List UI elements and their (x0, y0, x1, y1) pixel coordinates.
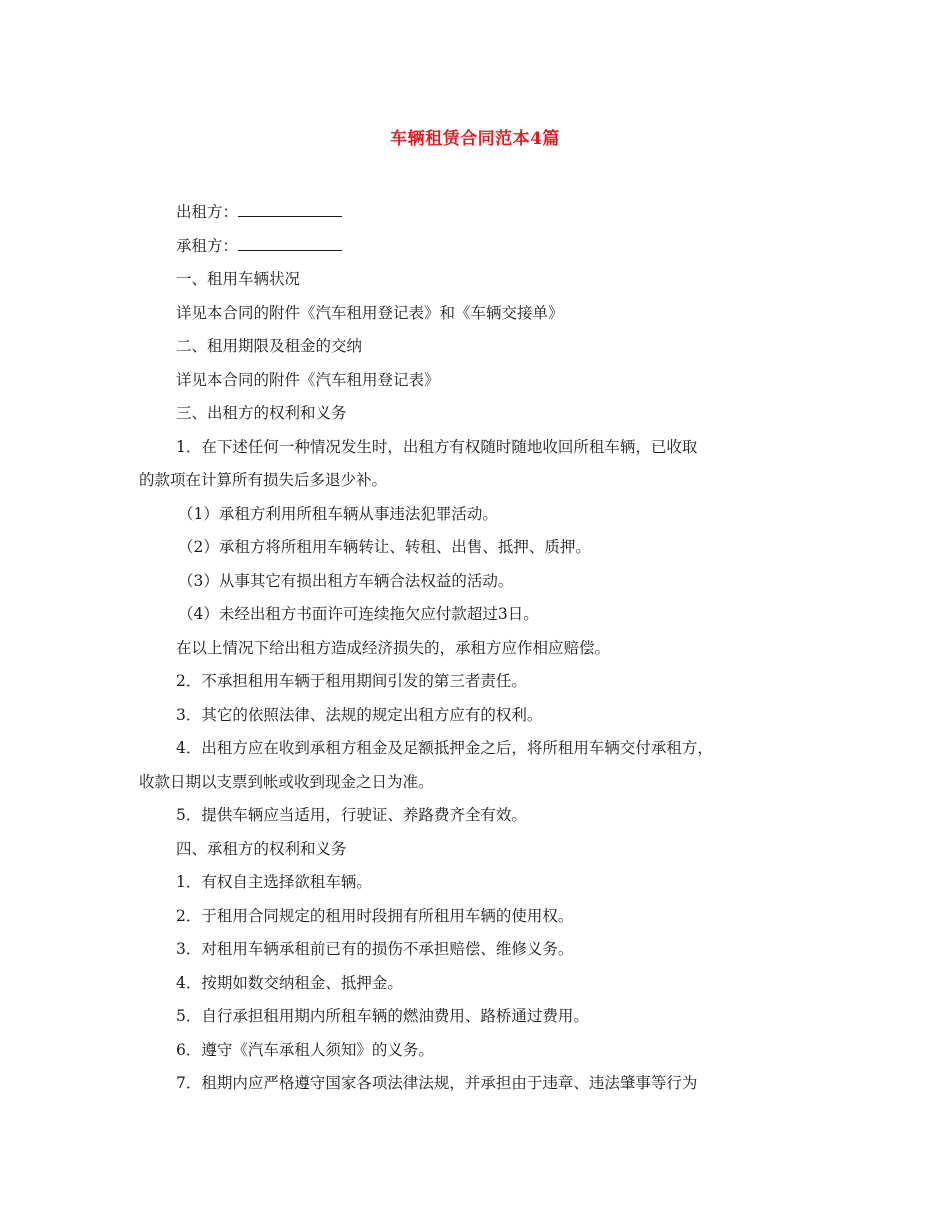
paragraph: 2．不承担租用车辆于租用期间引发的第三者责任。 (176, 672, 527, 690)
paragraph: 3．对租用车辆承租前已有的损伤不承担赔偿、维修义务。 (176, 940, 574, 958)
list-item: （1）承租方利用所租车辆从事违法犯罪活动。 (178, 504, 498, 523)
paragraph: 5．提供车辆应当适用，行驶证、养路费齐全有效。 (176, 806, 527, 824)
lessee-line (139, 230, 839, 264)
section-heading: 一、租用车辆状况 (176, 270, 301, 288)
paragraph: 2．于租用合同规定的租用时段拥有所租用车辆的使用权。 (176, 906, 574, 925)
document-title: 车辆租赁合同范本4篇 (390, 129, 560, 149)
paragraph: 1．有权自主选择欲租车辆。 (176, 873, 372, 891)
paragraph-continuation: 的款项在计算所有损失后多退少补。 (139, 471, 388, 489)
document-body (139, 196, 839, 1101)
paragraph: 在以上情况下给出租方造成经济损失的，承租方应作相应赔偿。 (176, 638, 611, 657)
lessee-blank (238, 236, 342, 251)
paragraph: 详见本合同的附件《汽车租用登记表》 (176, 370, 440, 389)
paragraph: 1．在下述任何一种情况发生时，出租方有权随时随地收回所租车辆，已收取 (176, 437, 698, 456)
paragraph: 4．按期如数交纳租金、抵押金。 (176, 973, 403, 992)
list-item: （2）承租方将所租用车辆转让、转租、出售、抵押、质押。 (178, 538, 591, 556)
lessor-label: 出租方： (176, 203, 239, 221)
lessor-blank (238, 202, 342, 217)
paragraph: 4．出租方应在收到承租方租金及足额抵押金之后，将所租用车辆交付承租方， (176, 739, 713, 757)
paragraph-continuation: 收款日期以支票到帐或收到现金之日为准。 (139, 772, 434, 791)
lessor-line (139, 196, 839, 230)
section-heading: 二、租用期限及租金的交纳 (176, 337, 363, 355)
section-heading: 四、承租方的权利和义务 (176, 839, 347, 858)
paragraph: 6．遵守《汽车承租人须知》的义务。 (176, 1040, 434, 1059)
list-item: （4）未经出租方书面许可连续拖欠应付款超过3日。 (178, 605, 539, 623)
paragraph: 5．自行承担租用期内所租车辆的燃油费用、路桥通过费用。 (176, 1007, 589, 1025)
list-item: （3）从事其它有损出租方车辆合法权益的活动。 (178, 571, 514, 590)
lessee-label: 承租方： (176, 236, 239, 255)
paragraph: 详见本合同的附件《汽车租用登记表》和《车辆交接单》 (176, 303, 564, 322)
section-heading: 三、出租方的权利和义务 (176, 404, 347, 422)
paragraph: 3．其它的依照法律、法规的规定出租方应有的权利。 (176, 705, 543, 724)
paragraph: 7．租期内应严格遵守国家各项法律法规，并承担由于违章、违法肇事等行为 (176, 1074, 698, 1092)
